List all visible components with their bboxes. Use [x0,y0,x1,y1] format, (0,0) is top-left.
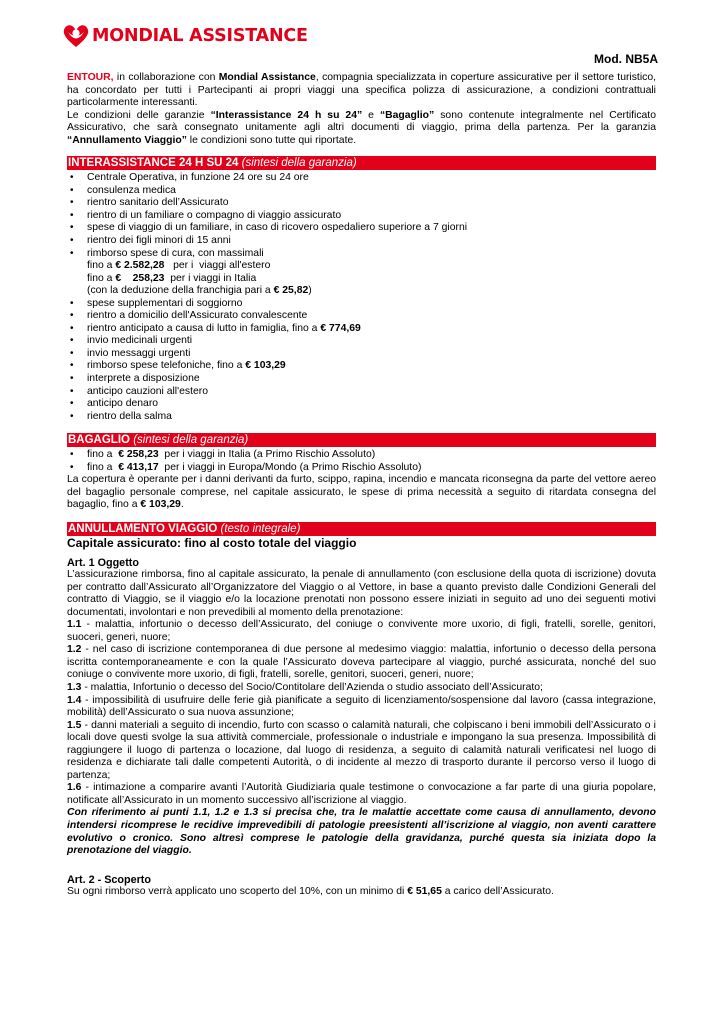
clause-number: 1.1 [67,619,82,631]
capital-heading: Capitale assicurato: fino al costo totale del viaggio [67,535,357,550]
subitem [67,260,656,273]
subitem-text: fino a [87,260,116,272]
amount: € 103,29 [245,360,286,372]
list-item: • anticipo cauzioni all'estero [67,386,656,399]
list-item: • invio medicinali urgenti [67,335,656,348]
clause-text: - impossibilità di usufruire delle ferie già pianificate a seguito di licenziamento/sospensione dal lavoro (cassa integrazione, mobilità) dell’Assicurato o sua nuova assunzione; [67,694,656,719]
subitem-text: fino a [87,272,116,284]
amount: € 774,69 [320,322,361,334]
list-item: • rientro della salma [67,411,656,424]
list-item [67,323,656,336]
section-header-bagaglio [67,433,656,447]
section-header-annullamento [67,522,656,536]
list-item: • rimborso spese di cura, con massimali [67,248,656,261]
subitem-text: (con la deduzione della franchigia pari a [87,285,274,297]
section-title: ANNULLAMENTO VIAGGIO [68,522,218,535]
intro-text: , compagnia specializzata in coperture assicurative per il settore turistico, ha concordato per tutti i Partecipanti ai propri viaggi una specifica polizza di assicurazione, a condizioni contrattuali particolarmente interessanti. [67,72,656,109]
clause-1-4 [67,695,656,720]
list-item: • Centrale Operativa, in funzione 24 ore su 24 ore [67,172,656,185]
clause-number: 1.2 [67,644,82,656]
list-item: • interprete a disposizione [67,373,656,386]
clause-text: - malattia, infortunio o decesso dell’Assicurato, del coniuge o convivente more uxorio, di figli, fratelli, sorelle, genitori, suoceri, generi, nuore; [67,619,656,643]
list-item [67,360,656,373]
amount: € 258,23 [115,272,165,284]
list-item: • anticipo denaro [67,398,656,411]
list-item: • rientro sanitario dell’Assicurato [67,197,656,210]
subitem-text: per i viaggi in Italia [164,272,257,284]
amount: € 2.582,28 [115,260,165,272]
amount: € 258,23 [118,449,159,461]
conditions-text: le condizioni sono tutte qui riportate. [186,134,357,146]
section-subtitle: (sintesi della garanzia) [241,157,357,170]
item-text: fino a [87,449,119,461]
section-title: INTERASSISTANCE 24 H SU 24 [68,157,239,170]
intro-paragraph [67,72,656,110]
interassistance-list-cont [67,298,656,423]
amount: € 413,17 [118,461,159,473]
clause-1-2 [67,644,656,682]
clause-text: - intimazione a comparire avanti l’Autorità Giudiziaria quale testimone o convocazione a far parte di una giuria popolare, notificate all’Assicurato in un momento successivo all’iscrizione al viaggio. [67,782,656,806]
article-2-heading: Art. 2 - Scoperto [67,873,151,886]
conditions-text: e [362,109,380,121]
item-text: rimborso spese telefoniche, fino a [87,360,246,372]
clause-text: - nel caso di iscrizione contemporanea di due persone al medesimo viaggio: malattia, infortunio o decesso della persona iscritta contemporaneamente e con la quale l’Assicurato doveva partecipare al viaggio, purché assicurata, nonché del suo coniuge o convivente more uxorio, di figli, fratelli, sorelle, genitori, suoceri, generi, nuore; [67,644,656,681]
item-text: per i viaggi in Europa/Mondo (a Primo Rischio Assoluto) [158,461,422,473]
clause-1-5 [67,720,656,783]
clause-1-1 [67,619,656,644]
conditions-text: sono contenute integralmente nel Certificato Assicurativo, che sarà consegnato unitamente agli altri documenti di viaggio, prima della partenza. Per la garanzia [67,109,656,134]
interassistance-list [67,172,656,260]
conditions-text: Le condizioni delle garanzie [67,109,211,121]
document-body [67,72,656,899]
clause-number: 1.3 [67,681,82,693]
illness-note: Con riferimento ai punti 1.1, 1.2 e 1.3 si precisa che, tra le malattie accettate come causa di annullamento, devono intendersi ricomprese le recidive imprevedibili di patologie preesistenti all’iscrizione al viaggio, non aventi carattere evolutivo o cronico. Sono altresì comprese le patologie della gravidanza, purché questa sia iniziata dopo la prenotazione del viaggio. [67,807,656,857]
item-text: rientro anticipato a causa di lutto in famiglia, fino a [87,322,321,334]
section-title: BAGAGLIO [68,434,130,447]
article-1-heading: Art. 1 Oggetto [67,556,139,569]
document-code: Mod. NB5A [594,52,658,66]
amount: € 51,65 [407,886,442,898]
section-subtitle: (sintesi della garanzia) [133,434,249,447]
list-item: • rientro di un familiare o compagno di viaggio assicurato [67,210,656,223]
clause-1-6 [67,782,656,807]
mondial-name: Mondial Assistance [218,72,316,83]
clause-number: 1.6 [67,782,82,794]
bagaglio-list [67,449,656,474]
mondial-heart-icon [62,23,90,49]
subitem-text: per i viaggi all'estero [164,260,271,272]
conditions-bold: “Interassistance 24 h su 24” [210,109,363,121]
list-item: • invio messaggi urgenti [67,348,656,361]
conditions-bold: “Annullamento Viaggio” [67,134,187,146]
list-item: • spese supplementari di soggiorno [67,298,656,311]
intro-text: in collaborazione con [113,72,219,83]
article-1-text: L’assicurazione rimborsa, fino al capitale assicurato, la penale di annullamento (con esclusione della quota di iscrizione) dovuta per contratto dall’Assicurato all’Organizzatore del Viaggio o al Vettore, in base a quanto previsto dalle Condizioni Generali del contratto di Viaggio, se il viaggio e/o la locazione prenotati non possono essere iniziati in seguito ad uno dei seguenti motivi documentati, involontari e non prevedibili al momento della prenotazione: [67,569,656,618]
list-item [67,449,656,462]
clause-text: - danni materiali a seguito di incendio, furto con scasso o calamità naturali, che colpiscano i beni immobili dell’Assicurato o i locali dove questi svolge la sua attività commerciale, professionale o industriale e impongano la sua presenza. Impossibilità di raggiungere il luogo di partenza o locazione, dal luogo di residenza, a seguito di calamità naturali verificatesi nel luogo di residenza e dichiarate tali dalle competenti Autorità, o di incidente al mezzo di trasporto durante il percorso verso il luogo di partenza; [67,719,656,781]
amount: € 103,29 [140,499,181,511]
list-item: • spese di viaggio di un familiare, in caso di ricovero ospedaliero superiore a 7 giorni [67,222,656,235]
clause-text: - malattia, Infortunio o decesso del Socio/Contitolare dell’Azienda o studio associato dell’Assicurato; [81,681,543,693]
clause-number: 1.5 [67,719,82,731]
brand-logo [62,22,308,50]
subitem-text: ) [308,285,312,297]
bagaglio-paragraph [67,474,656,512]
list-item [67,462,656,475]
conditions-paragraph [67,110,656,148]
brand-name: MONDIAL ASSISTANCE [92,26,308,46]
list-item: • consulenza medica [67,185,656,198]
article-2-text [67,886,656,899]
clause-1-3 [67,682,656,695]
article-text: Su ogni rimborso verrà applicato uno scoperto del 10%, con un minimo di [67,886,408,898]
item-text: per i viaggi in Italia (a Primo Rischio Assoluto) [158,449,376,461]
article-text: a carico dell’Assicurato. [441,886,554,898]
section-header-interassistance [67,156,656,170]
amount: € 25,82 [273,285,309,297]
subitem [67,273,656,286]
paragraph-text: La copertura è operante per i danni derivanti da furto, scippo, rapina, incendio e mancata riconsegna da parte del vettore aereo del bagaglio personale comprese, nel capitale assicurato, le spese di prima necessità a seguito di ritardata consegna del bagaglio, fino a [67,474,656,511]
conditions-bold: “Bagaglio” [379,109,435,121]
paragraph-text: . [180,499,184,511]
list-item: • rientro a domicilio dell'Assicurato convalescente [67,310,656,323]
entour-name: ENTOUR, [67,72,114,83]
subitem [67,285,656,298]
clause-number: 1.4 [67,694,82,706]
list-item: • rientro dei figli minori di 15 anni [67,235,656,248]
item-text: fino a [87,461,119,473]
section-subtitle: (testo integrale) [220,522,301,535]
